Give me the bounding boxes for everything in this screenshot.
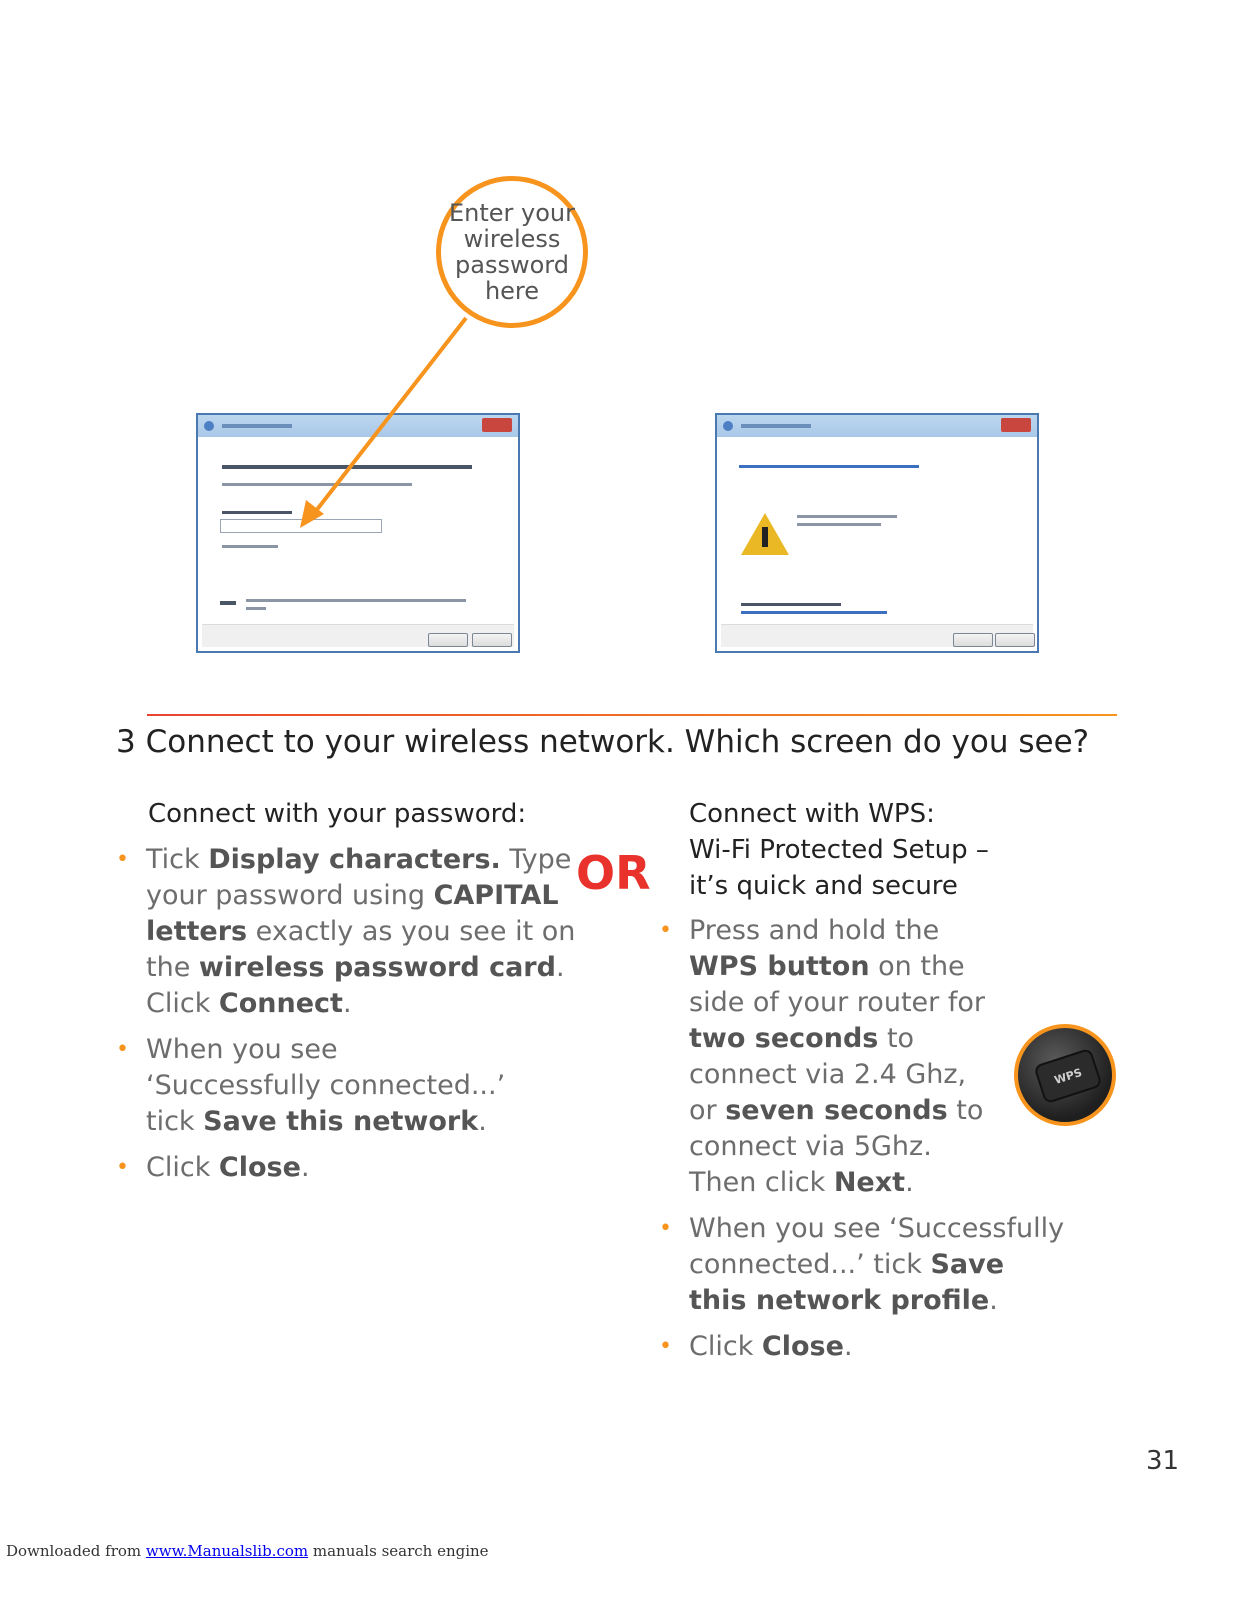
back-icon <box>204 421 214 431</box>
dialog-titlebar <box>198 415 518 437</box>
section-divider <box>147 714 1117 716</box>
callout-line-1: Enter your <box>448 199 575 227</box>
wps-button-photo <box>1014 1024 1116 1126</box>
password-callout <box>436 176 588 328</box>
callout-line-3: password <box>455 251 569 279</box>
next-button-thumb <box>953 633 993 647</box>
wps-subhead <box>689 796 989 904</box>
step-heading: 3 Connect to your wireless network. Which screen do you see? <box>116 724 1090 760</box>
close-icon <box>1001 418 1031 432</box>
list-item: • Click Close. <box>146 1150 586 1186</box>
list-item: • Click Close. <box>689 1329 1129 1365</box>
dialog-titlebar <box>717 415 1037 437</box>
password-steps <box>146 842 586 1196</box>
wps-steps <box>689 913 1129 1375</box>
callout-line-4: here <box>484 277 540 305</box>
cancel-button-thumb <box>995 633 1035 647</box>
list-item: • When you see ‘Successfully connected...’ tick Save this network profile. <box>689 1211 1069 1319</box>
wps-subhead-line-2: Wi-Fi Protected Setup – <box>689 835 989 865</box>
download-footer: Downloaded from www.Manualslib.com manuals search engine <box>6 1542 489 1560</box>
connect-button-thumb <box>428 633 468 647</box>
close-icon <box>482 418 512 432</box>
manualslib-link[interactable]: www.Manualslib.com <box>145 1542 309 1560</box>
page-number: 31 <box>1146 1446 1180 1476</box>
cancel-button-thumb <box>472 633 512 647</box>
back-icon <box>723 421 733 431</box>
wps-dialog-screenshot <box>715 413 1039 653</box>
wps-subhead-line-1: Connect with WPS: <box>689 799 935 829</box>
list-item: • Press and hold the WPS button on the side of your router for two seconds to connect via 2.4 Ghz, or seven seconds to connect via 5Ghz. Then click Next. <box>689 913 989 1201</box>
list-item: • When you see ‘Successfully connected...’ tick Save this network. <box>146 1032 506 1140</box>
wps-key-label: WPS <box>1036 1050 1100 1102</box>
security-key-field <box>220 519 382 533</box>
or-label: OR <box>576 846 651 900</box>
list-item: • Tick Display characters. Type your password using CAPITAL letters exactly as you see it on the wireless password card. Click Connect. <box>146 842 586 1022</box>
wps-subhead-line-3: it’s quick and secure <box>689 871 958 901</box>
password-subhead: Connect with your password: <box>148 799 527 829</box>
callout-line-2: wireless <box>463 225 561 253</box>
password-dialog-screenshot <box>196 413 520 653</box>
